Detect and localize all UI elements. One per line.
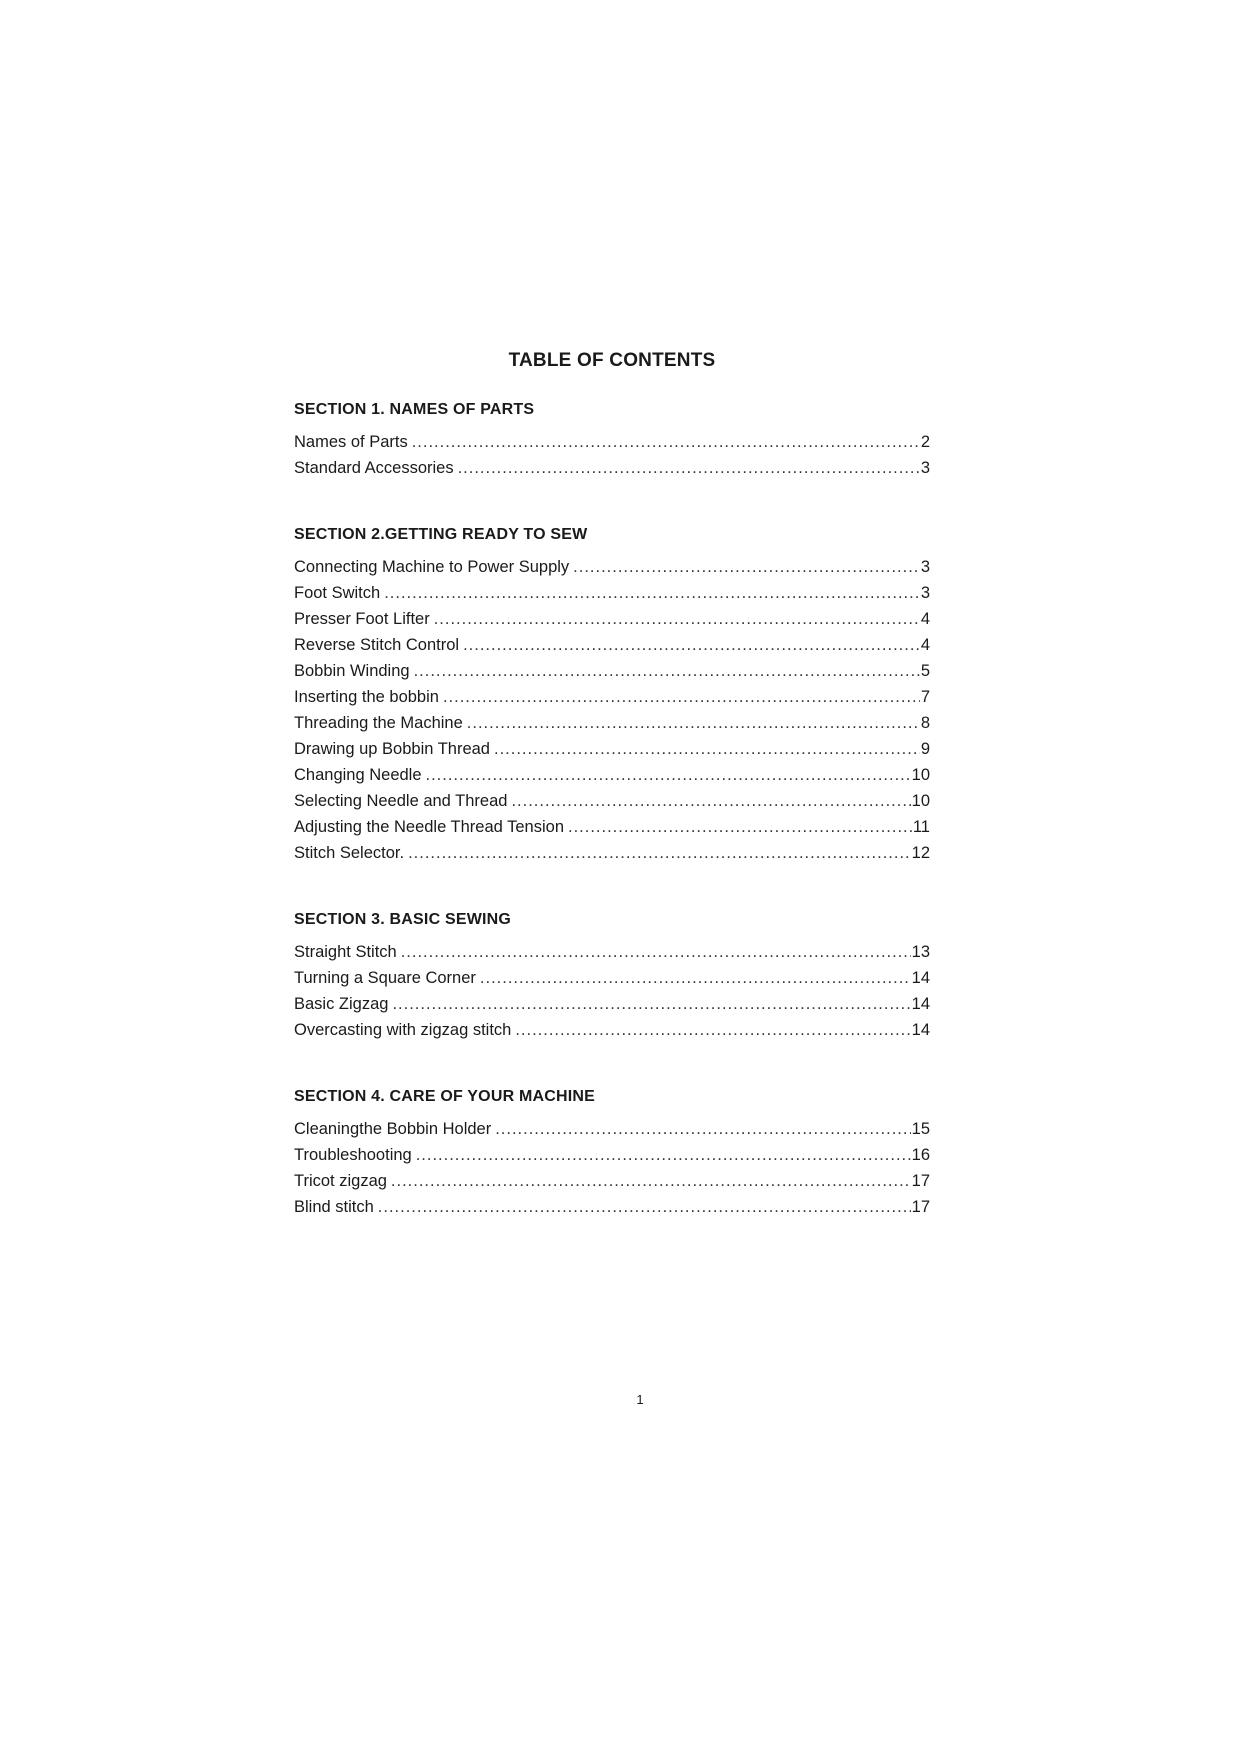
dot-leader xyxy=(515,1017,910,1043)
section-4 xyxy=(294,1088,930,1220)
entry-page: 14 xyxy=(911,995,930,1013)
entry-title: Cleaningthe Bobbin Holder xyxy=(294,1120,492,1138)
toc-entry xyxy=(294,965,930,991)
entry-title: Adjusting the Needle Thread Tension xyxy=(294,818,564,836)
toc-entry xyxy=(294,580,930,606)
entry-title: Bobbin Winding xyxy=(294,662,410,680)
dot-leader xyxy=(392,991,910,1017)
section-heading: SECTION 1. NAMES OF PARTS xyxy=(294,401,535,418)
dot-leader xyxy=(416,1142,911,1168)
entry-page: 4 xyxy=(920,610,930,628)
entry-page: 3 xyxy=(920,558,930,576)
dot-leader xyxy=(511,788,910,814)
section-heading: SECTION 3. BASIC SEWING xyxy=(294,911,512,928)
page-title: TABLE OF CONTENTS xyxy=(508,350,716,371)
entry-page: 3 xyxy=(920,584,930,602)
entry-page: 14 xyxy=(911,1021,930,1039)
toc-entry xyxy=(294,1168,930,1194)
entry-title: Stitch Selector. xyxy=(294,844,405,862)
dot-leader xyxy=(463,632,920,658)
toc-entry xyxy=(294,606,930,632)
entry-title: Inserting the bobbin xyxy=(294,688,439,706)
entry-page: 16 xyxy=(911,1146,930,1164)
entry-title: Straight Stitch xyxy=(294,943,397,961)
entry-title: Changing Needle xyxy=(294,766,422,784)
entry-list xyxy=(294,554,930,866)
entry-list xyxy=(294,1116,930,1220)
dot-leader xyxy=(401,939,911,965)
entry-page: 17 xyxy=(911,1198,930,1216)
toc-entry xyxy=(294,1017,930,1043)
entry-page: 15 xyxy=(911,1120,930,1138)
entry-page: 8 xyxy=(920,714,930,732)
dot-leader xyxy=(384,580,920,606)
entry-page: 4 xyxy=(920,636,930,654)
toc-entry xyxy=(294,658,930,684)
toc-entry xyxy=(294,1194,930,1220)
entry-page: 2 xyxy=(920,433,930,451)
entry-page: 11 xyxy=(912,818,930,836)
section-heading: SECTION 2.GETTING READY TO SEW xyxy=(294,526,588,543)
entry-page: 3 xyxy=(920,459,930,477)
entry-title: Blind stitch xyxy=(294,1198,374,1216)
entry-page: 5 xyxy=(920,662,930,680)
entry-page: 10 xyxy=(911,766,930,784)
dot-leader xyxy=(467,710,920,736)
entry-title: Troubleshooting xyxy=(294,1146,412,1164)
entry-page: 9 xyxy=(920,740,930,758)
section-1 xyxy=(294,401,930,481)
dot-leader xyxy=(414,658,920,684)
entry-title: Tricot zigzag xyxy=(294,1172,387,1190)
toc-entry xyxy=(294,736,930,762)
entry-title: Overcasting with zigzag stitch xyxy=(294,1021,512,1039)
entry-title: Selecting Needle and Thread xyxy=(294,792,508,810)
entry-page: 7 xyxy=(920,688,930,706)
entry-title: Standard Accessories xyxy=(294,459,454,477)
entry-page: 17 xyxy=(911,1172,930,1190)
dot-leader xyxy=(458,455,920,481)
toc-entry xyxy=(294,1142,930,1168)
dot-leader xyxy=(573,554,920,580)
entry-page: 10 xyxy=(911,792,930,810)
entry-page: 14 xyxy=(911,969,930,987)
table-of-contents xyxy=(294,350,930,1265)
toc-entry xyxy=(294,429,930,455)
section-3 xyxy=(294,911,930,1043)
dot-leader xyxy=(568,814,912,840)
toc-entry xyxy=(294,684,930,710)
dot-leader xyxy=(443,684,920,710)
toc-entry xyxy=(294,939,930,965)
toc-entry xyxy=(294,762,930,788)
entry-list xyxy=(294,939,930,1043)
dot-leader xyxy=(495,1116,910,1142)
toc-entry xyxy=(294,554,930,580)
toc-entry xyxy=(294,814,930,840)
entry-title: Threading the Machine xyxy=(294,714,463,732)
entry-title: Presser Foot Lifter xyxy=(294,610,430,628)
dot-leader xyxy=(408,840,911,866)
toc-entry xyxy=(294,710,930,736)
entry-title: Turning a Square Corner xyxy=(294,969,476,987)
toc-entry xyxy=(294,840,930,866)
entry-title: Connecting Machine to Power Supply xyxy=(294,558,570,576)
entry-list xyxy=(294,429,930,481)
section-heading: SECTION 4. CARE OF YOUR MACHINE xyxy=(294,1088,596,1105)
entry-title: Foot Switch xyxy=(294,584,381,602)
dot-leader xyxy=(494,736,920,762)
toc-entry xyxy=(294,632,930,658)
section-2 xyxy=(294,526,930,866)
entry-title: Basic Zigzag xyxy=(294,995,389,1013)
entry-page: 13 xyxy=(911,943,930,961)
entry-title: Reverse Stitch Control xyxy=(294,636,460,654)
dot-leader xyxy=(480,965,911,991)
page-number: 1 xyxy=(636,1392,644,1407)
dot-leader xyxy=(378,1194,911,1220)
dot-leader xyxy=(434,606,920,632)
entry-title: Names of Parts xyxy=(294,433,408,451)
dot-leader xyxy=(391,1168,911,1194)
dot-leader xyxy=(412,429,920,455)
entry-page: 12 xyxy=(911,844,930,862)
toc-entry xyxy=(294,1116,930,1142)
toc-entry xyxy=(294,455,930,481)
dot-leader xyxy=(426,762,911,788)
toc-entry xyxy=(294,991,930,1017)
toc-entry xyxy=(294,788,930,814)
entry-title: Drawing up Bobbin Thread xyxy=(294,740,490,758)
